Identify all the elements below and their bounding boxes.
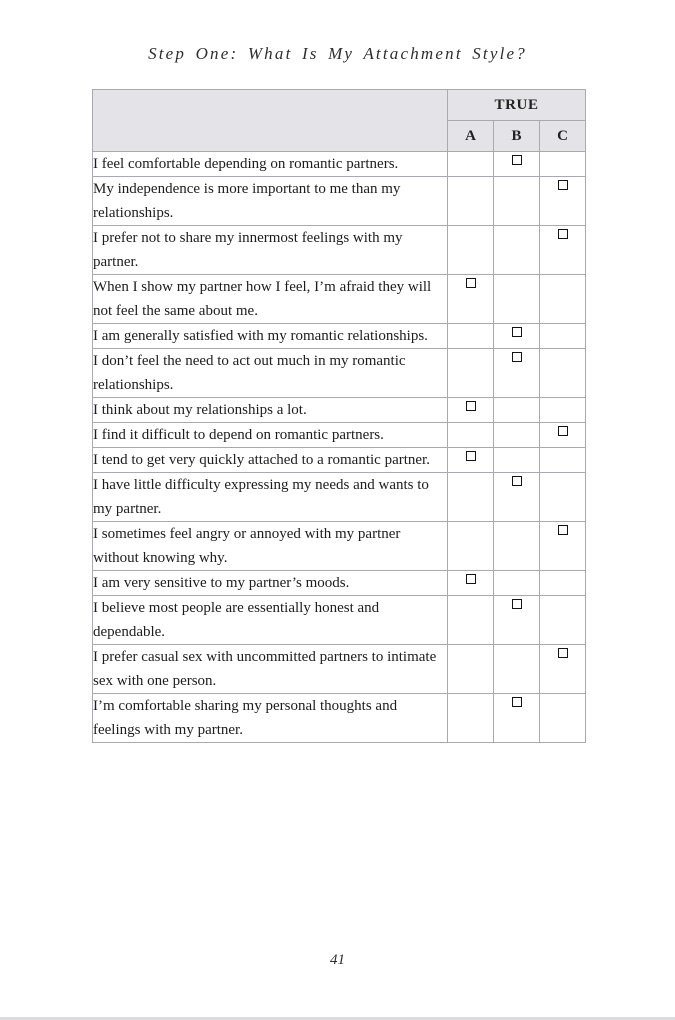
answer-cell-a: [448, 448, 494, 473]
answer-cell-a: [448, 398, 494, 423]
answer-cell-a: [448, 473, 494, 522]
answer-cell-b: [494, 596, 540, 645]
page-number: 41: [330, 952, 345, 968]
statement-column-header: [93, 90, 448, 152]
answer-cell-b: [494, 694, 540, 743]
table-row: [93, 349, 586, 398]
answer-cell-b: [494, 645, 540, 694]
statement-cell: I prefer casual sex with uncommitted partners to intimate sex with one person.: [93, 645, 448, 694]
answer-cell-b: [494, 275, 540, 324]
statement-cell: I’m comfortable sharing my personal thoughts and feelings with my partner.: [93, 694, 448, 743]
table-row: [93, 226, 586, 275]
attachment-style-quiz-table: [92, 89, 586, 743]
answer-cell-c: [540, 349, 586, 398]
statement-cell: I am generally satisfied with my romantic relationships.: [93, 324, 448, 349]
answer-cell-b: [494, 423, 540, 448]
statement-cell: I have little difficulty expressing my needs and wants to my partner.: [93, 473, 448, 522]
answer-cell-b: [494, 152, 540, 177]
table-row: [93, 423, 586, 448]
column-header-a: A: [448, 121, 494, 152]
table-row: [93, 645, 586, 694]
checkbox[interactable]: [466, 401, 476, 411]
answer-cell-a: [448, 226, 494, 275]
answer-cell-c: [540, 177, 586, 226]
table-row: [93, 152, 586, 177]
table-row: [93, 473, 586, 522]
answer-cell-c: [540, 423, 586, 448]
checkbox[interactable]: [558, 525, 568, 535]
answer-cell-c: [540, 152, 586, 177]
answer-cell-b: [494, 177, 540, 226]
answer-cell-b: [494, 522, 540, 571]
answer-cell-c: [540, 571, 586, 596]
checkbox[interactable]: [512, 476, 522, 486]
statement-cell: I find it difficult to depend on romantic partners.: [93, 423, 448, 448]
answer-cell-b: [494, 324, 540, 349]
answer-cell-a: [448, 324, 494, 349]
page-title: Step One: What Is My Attachment Style?: [148, 44, 527, 63]
checkbox[interactable]: [512, 352, 522, 362]
answer-cell-b: [494, 448, 540, 473]
checkbox[interactable]: [512, 697, 522, 707]
answer-cell-a: [448, 694, 494, 743]
answer-cell-c: [540, 448, 586, 473]
statement-cell: I tend to get very quickly attached to a romantic partner.: [93, 448, 448, 473]
checkbox[interactable]: [558, 648, 568, 658]
answer-cell-c: [540, 275, 586, 324]
checkbox[interactable]: [558, 229, 568, 239]
answer-cell-b: [494, 398, 540, 423]
table-row: [93, 571, 586, 596]
table-row: [93, 177, 586, 226]
checkbox[interactable]: [466, 574, 476, 584]
statement-cell: I think about my relationships a lot.: [93, 398, 448, 423]
statement-cell: I believe most people are essentially honest and dependable.: [93, 596, 448, 645]
table-row: [93, 694, 586, 743]
column-header-c: C: [540, 121, 586, 152]
answer-cell-c: [540, 596, 586, 645]
answer-cell-c: [540, 694, 586, 743]
checkbox[interactable]: [558, 180, 568, 190]
checkbox[interactable]: [512, 327, 522, 337]
column-header-b: B: [494, 121, 540, 152]
table-row: [93, 324, 586, 349]
checkbox[interactable]: [466, 278, 476, 288]
answer-cell-b: [494, 226, 540, 275]
statement-cell: When I show my partner how I feel, I’m afraid they will not feel the same about me.: [93, 275, 448, 324]
answer-cell-a: [448, 645, 494, 694]
table-row: [93, 522, 586, 571]
statement-cell: I sometimes feel angry or annoyed with my partner without knowing why.: [93, 522, 448, 571]
answer-cell-c: [540, 324, 586, 349]
checkbox[interactable]: [512, 155, 522, 165]
statement-cell: I am very sensitive to my partner’s moods.: [93, 571, 448, 596]
statement-cell: I feel comfortable depending on romantic partners.: [93, 152, 448, 177]
answer-cell-a: [448, 596, 494, 645]
answer-cell-c: [540, 473, 586, 522]
true-header-row: [93, 90, 586, 121]
true-header: TRUE: [448, 90, 586, 121]
answer-cell-c: [540, 645, 586, 694]
answer-cell-a: [448, 571, 494, 596]
checkbox[interactable]: [512, 599, 522, 609]
answer-cell-c: [540, 398, 586, 423]
answer-cell-a: [448, 349, 494, 398]
answer-cell-a: [448, 522, 494, 571]
checkbox[interactable]: [466, 451, 476, 461]
statement-cell: My independence is more important to me than my relationships.: [93, 177, 448, 226]
answer-cell-a: [448, 177, 494, 226]
answer-cell-c: [540, 522, 586, 571]
answer-cell-c: [540, 226, 586, 275]
table-row: [93, 596, 586, 645]
table-row: [93, 448, 586, 473]
answer-cell-b: [494, 349, 540, 398]
checkbox[interactable]: [558, 426, 568, 436]
answer-cell-b: [494, 473, 540, 522]
statement-cell: I prefer not to share my innermost feelings with my partner.: [93, 226, 448, 275]
answer-cell-a: [448, 152, 494, 177]
answer-cell-a: [448, 275, 494, 324]
table-row: [93, 398, 586, 423]
answer-cell-b: [494, 571, 540, 596]
statement-cell: I don’t feel the need to act out much in my romantic relationships.: [93, 349, 448, 398]
answer-cell-a: [448, 423, 494, 448]
table-row: [93, 275, 586, 324]
